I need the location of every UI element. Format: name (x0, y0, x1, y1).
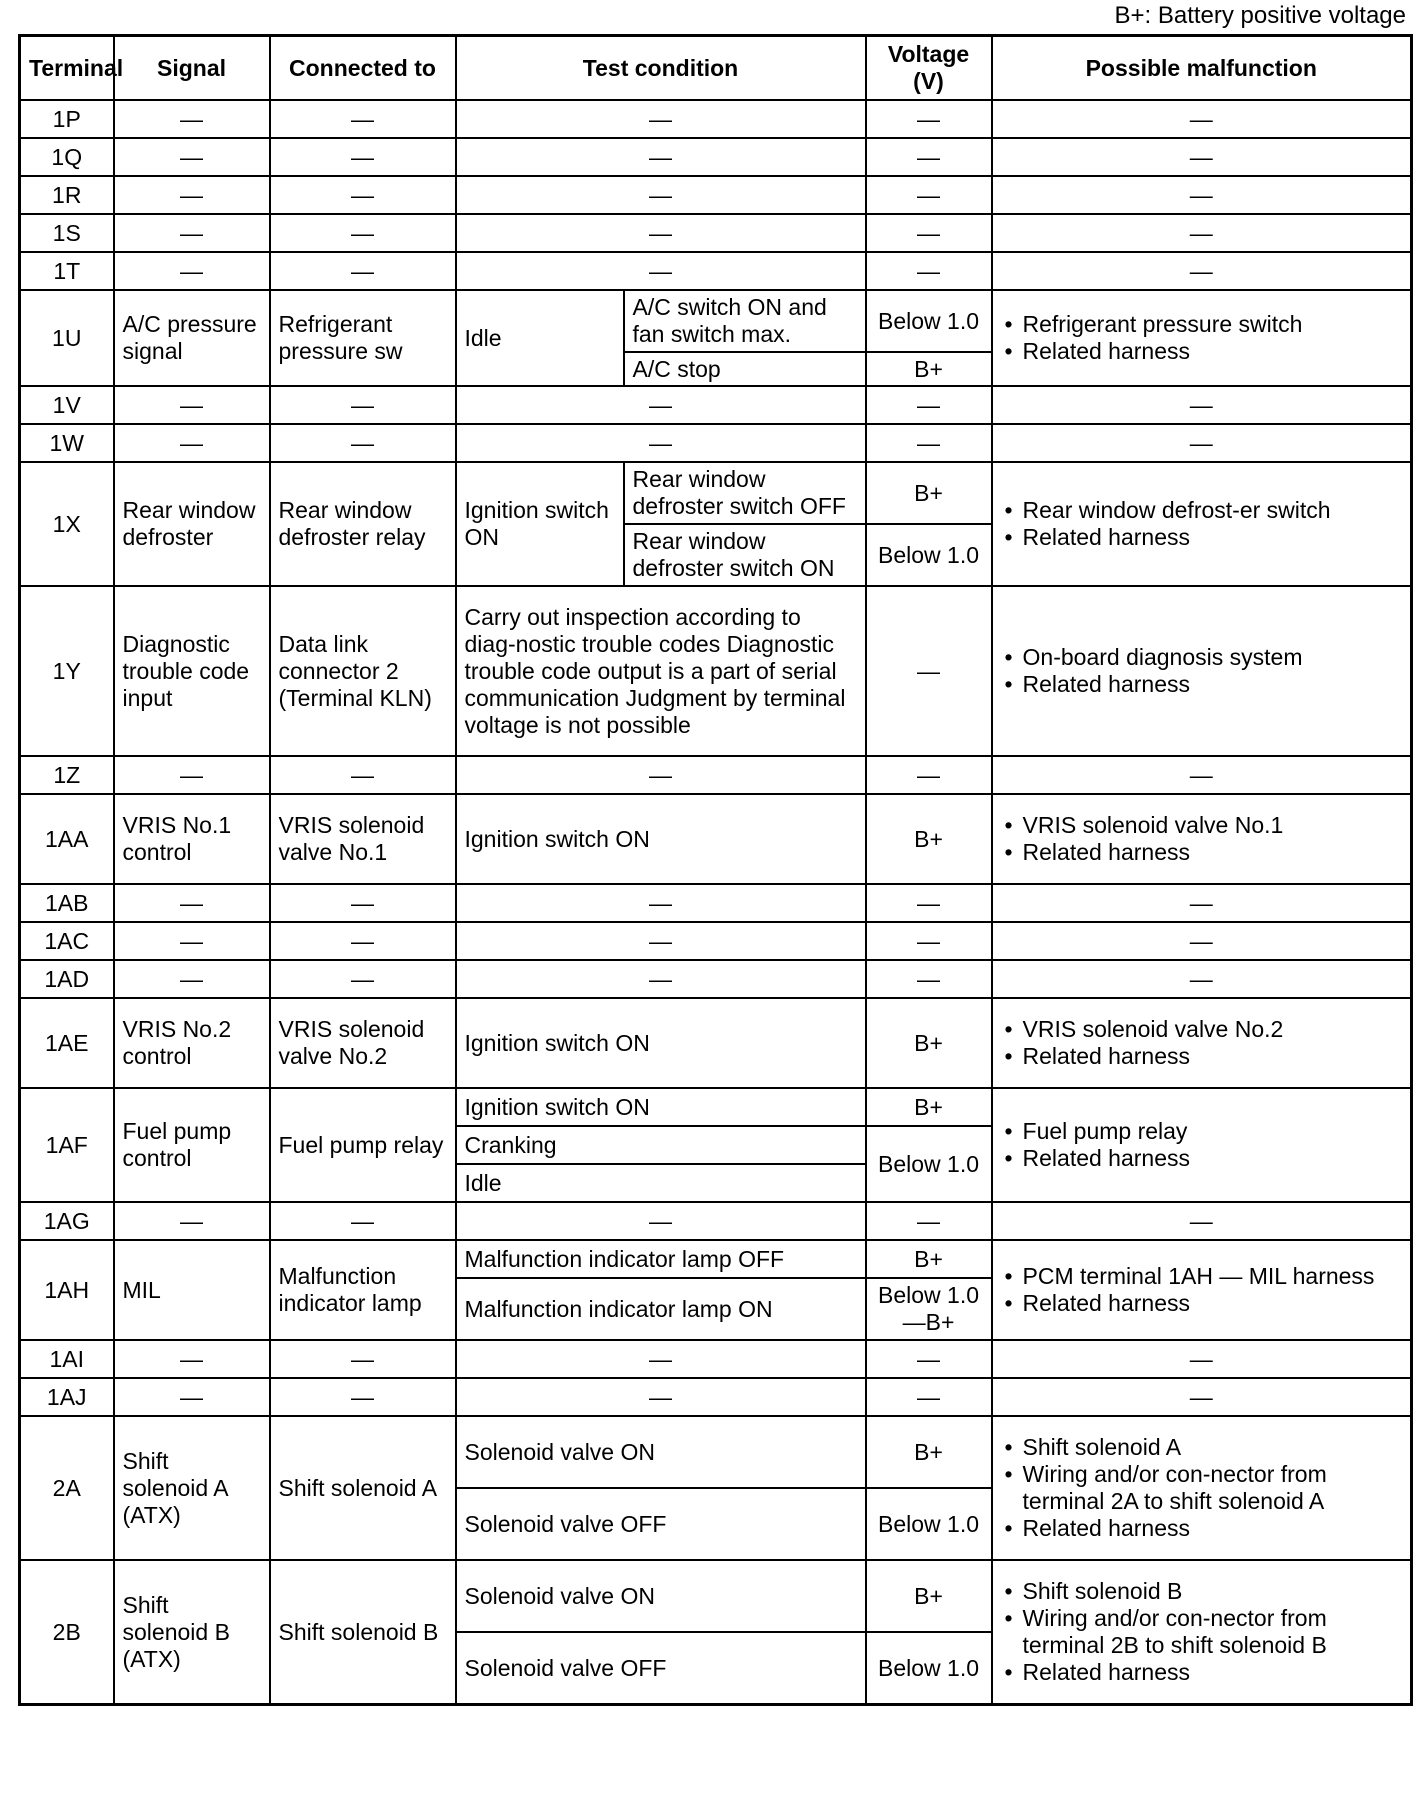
connected-cell: Refrigerant pressure sw (270, 290, 456, 386)
malfunction-cell: — (992, 100, 1412, 138)
condition-cell: Malfunction indicator lamp ON (456, 1278, 866, 1340)
signal-cell: — (114, 884, 270, 922)
connected-cell: — (270, 386, 456, 424)
table-row (20, 138, 1412, 176)
voltage-cell: — (866, 756, 992, 794)
terminal-cell: 1P (20, 100, 114, 138)
malfunction-cell: — (992, 756, 1412, 794)
voltage-cell: Below 1.0 (866, 1488, 992, 1560)
voltage-cell: — (866, 884, 992, 922)
table-row (20, 462, 1412, 524)
malfunction-cell: — (992, 214, 1412, 252)
terminal-cell: 1Z (20, 756, 114, 794)
header-signal: Signal (114, 36, 270, 101)
connected-cell: — (270, 214, 456, 252)
malfunction-item: • Related harness (1001, 338, 1403, 365)
terminal-cell: 1AA (20, 794, 114, 884)
malfunction-item: • Related harness (1001, 1290, 1403, 1317)
signal-cell: Shift solenoid B (ATX) (114, 1560, 270, 1705)
terminal-cell: 1AE (20, 998, 114, 1088)
malfunction-item: • Shift solenoid A (1001, 1434, 1403, 1461)
terminal-cell: 1V (20, 386, 114, 424)
malfunction-cell: — (992, 424, 1412, 462)
voltage-cell: Below 1.0 (866, 1126, 992, 1202)
condition-cell: Idle (456, 290, 624, 386)
malfunction-item: • Related harness (1001, 839, 1403, 866)
voltage-cell: — (866, 424, 992, 462)
malfunction-cell (992, 586, 1412, 756)
malfunction-cell: — (992, 1202, 1412, 1240)
terminal-cell: 1AH (20, 1240, 114, 1340)
sub-condition-cell: A/C stop (624, 352, 866, 386)
voltage-cell: B+ (866, 462, 992, 524)
voltage-cell: — (866, 176, 992, 214)
malfunction-item: • Fuel pump relay (1001, 1118, 1403, 1145)
malfunction-cell: — (992, 884, 1412, 922)
voltage-cell: B+ (866, 1416, 992, 1488)
table-row (20, 998, 1412, 1088)
malfunction-item: • Related harness (1001, 1145, 1403, 1172)
malfunction-item: • Shift solenoid B (1001, 1578, 1403, 1605)
header-row (20, 36, 1412, 101)
connected-cell: Fuel pump relay (270, 1088, 456, 1202)
voltage-cell: — (866, 386, 992, 424)
terminal-cell: 1Y (20, 586, 114, 756)
header-connected-to: Connected to (270, 36, 456, 101)
table-row (20, 884, 1412, 922)
terminal-cell: 1AG (20, 1202, 114, 1240)
signal-cell: Rear window defroster (114, 462, 270, 586)
terminal-cell: 1W (20, 424, 114, 462)
condition-cell: Ignition switch ON (456, 794, 866, 884)
signal-cell: — (114, 214, 270, 252)
legend-note: B+: Battery positive voltage (1114, 2, 1406, 29)
malfunction-item: • Related harness (1001, 1659, 1403, 1686)
signal-cell: — (114, 252, 270, 290)
table-row (20, 252, 1412, 290)
malfunction-cell: — (992, 922, 1412, 960)
condition-cell: — (456, 386, 866, 424)
condition-cell: Solenoid valve ON (456, 1416, 866, 1488)
table-row (20, 1378, 1412, 1416)
terminal-cell: 1S (20, 214, 114, 252)
table-row (20, 214, 1412, 252)
connected-cell: Data link connector 2 (Terminal KLN) (270, 586, 456, 756)
terminal-cell: 1AI (20, 1340, 114, 1378)
voltage-cell: B+ (866, 1560, 992, 1632)
malfunction-cell: — (992, 960, 1412, 998)
condition-cell: Solenoid valve ON (456, 1560, 866, 1632)
condition-cell: Ignition switch ON (456, 1088, 866, 1126)
voltage-cell: — (866, 1378, 992, 1416)
header-voltage: Voltage (V) (866, 36, 992, 101)
malfunction-cell: — (992, 386, 1412, 424)
malfunction-item: • VRIS solenoid valve No.2 (1001, 1016, 1403, 1043)
terminal-cell: 1AJ (20, 1378, 114, 1416)
connected-cell: — (270, 252, 456, 290)
condition-cell: — (456, 1202, 866, 1240)
table-row (20, 794, 1412, 884)
malfunction-cell (992, 1088, 1412, 1202)
terminal-cell: 1X (20, 462, 114, 586)
malfunction-cell (992, 998, 1412, 1088)
condition-cell: — (456, 1340, 866, 1378)
table-row (20, 960, 1412, 998)
voltage-cell: — (866, 960, 992, 998)
condition-cell: — (456, 138, 866, 176)
condition-cell: — (456, 884, 866, 922)
table-row (20, 1088, 1412, 1126)
malfunction-item: • Related harness (1001, 1043, 1403, 1070)
malfunction-item: • Rear window defrost-er switch (1001, 497, 1403, 524)
terminal-cell: 1AF (20, 1088, 114, 1202)
signal-cell: — (114, 756, 270, 794)
malfunction-item: • Refrigerant pressure switch (1001, 311, 1403, 338)
signal-cell: — (114, 1378, 270, 1416)
connected-cell: — (270, 1378, 456, 1416)
condition-cell: Ignition switch ON (456, 462, 624, 586)
signal-cell: — (114, 922, 270, 960)
connected-cell: VRIS solenoid valve No.1 (270, 794, 456, 884)
connected-cell: — (270, 884, 456, 922)
malfunction-cell: — (992, 252, 1412, 290)
condition-cell: — (456, 252, 866, 290)
table-row (20, 586, 1412, 756)
malfunction-cell: — (992, 138, 1412, 176)
connected-cell: — (270, 176, 456, 214)
malfunction-cell (992, 290, 1412, 386)
condition-cell: Idle (456, 1164, 866, 1202)
signal-cell: Diagnostic trouble code input (114, 586, 270, 756)
connected-cell: — (270, 424, 456, 462)
table-row (20, 424, 1412, 462)
connected-cell: VRIS solenoid valve No.2 (270, 998, 456, 1088)
voltage-cell: — (866, 138, 992, 176)
voltage-cell: — (866, 252, 992, 290)
terminal-cell: 1U (20, 290, 114, 386)
connected-cell: Malfunction indicator lamp (270, 1240, 456, 1340)
connected-cell: Rear window defroster relay (270, 462, 456, 586)
signal-cell: — (114, 960, 270, 998)
condition-cell: Carry out inspection according to diag-nostic trouble codes Diagnostic trouble code output is a part of serial communication Judgment by terminal voltage is not possible (456, 586, 866, 756)
voltage-cell: Below 1.0 (866, 290, 992, 352)
signal-cell: Fuel pump control (114, 1088, 270, 1202)
signal-cell: MIL (114, 1240, 270, 1340)
voltage-cell: B+ (866, 1088, 992, 1126)
terminal-cell: 1AD (20, 960, 114, 998)
malfunction-cell (992, 794, 1412, 884)
voltage-cell: B+ (866, 998, 992, 1088)
header-possible-malfunction: Possible malfunction (992, 36, 1412, 101)
voltage-cell: Below 1.0—B+ (866, 1278, 992, 1340)
malfunction-item: • Related harness (1001, 1515, 1403, 1542)
malfunction-cell: — (992, 1340, 1412, 1378)
condition-cell: Solenoid valve OFF (456, 1632, 866, 1705)
malfunction-item: • On-board diagnosis system (1001, 644, 1403, 671)
signal-cell: Shift solenoid A (ATX) (114, 1416, 270, 1560)
terminal-cell: 1AC (20, 922, 114, 960)
malfunction-cell (992, 1560, 1412, 1705)
signal-cell: — (114, 100, 270, 138)
condition-cell: Ignition switch ON (456, 998, 866, 1088)
voltage-cell: B+ (866, 794, 992, 884)
table-row (20, 1560, 1412, 1632)
table-row (20, 1202, 1412, 1240)
table-row (20, 922, 1412, 960)
terminal-cell: 1T (20, 252, 114, 290)
signal-cell: — (114, 1340, 270, 1378)
signal-cell: VRIS No.1 control (114, 794, 270, 884)
malfunction-item: • Wiring and/or con-nector from terminal 2A to shift solenoid A (1001, 1461, 1403, 1515)
malfunction-cell (992, 1416, 1412, 1560)
signal-cell: A/C pressure signal (114, 290, 270, 386)
signal-cell: — (114, 176, 270, 214)
table-row (20, 290, 1412, 352)
condition-cell: — (456, 424, 866, 462)
condition-cell: — (456, 922, 866, 960)
malfunction-item: • Related harness (1001, 671, 1403, 698)
terminal-table (18, 34, 1413, 1706)
connected-cell: Shift solenoid B (270, 1560, 456, 1705)
connected-cell: — (270, 1340, 456, 1378)
terminal-cell: 1AB (20, 884, 114, 922)
table-row (20, 1416, 1412, 1488)
connected-cell: — (270, 1202, 456, 1240)
connected-cell: Shift solenoid A (270, 1416, 456, 1560)
terminal-cell: 1R (20, 176, 114, 214)
signal-cell: — (114, 386, 270, 424)
sub-condition-cell: Rear window defroster switch OFF (624, 462, 866, 524)
malfunction-cell: — (992, 176, 1412, 214)
condition-cell: — (456, 100, 866, 138)
connected-cell: — (270, 960, 456, 998)
condition-cell: Solenoid valve OFF (456, 1488, 866, 1560)
table-row (20, 100, 1412, 138)
condition-cell: Malfunction indicator lamp OFF (456, 1240, 866, 1278)
sub-condition-cell: Rear window defroster switch ON (624, 524, 866, 586)
signal-cell: — (114, 424, 270, 462)
signal-cell: VRIS No.2 control (114, 998, 270, 1088)
table-row (20, 1340, 1412, 1378)
voltage-cell: — (866, 922, 992, 960)
connected-cell: — (270, 100, 456, 138)
terminal-cell: 1Q (20, 138, 114, 176)
voltage-cell: — (866, 100, 992, 138)
malfunction-item: • Wiring and/or con-nector from terminal 2B to shift solenoid B (1001, 1605, 1403, 1659)
signal-cell: — (114, 138, 270, 176)
malfunction-item: • Related harness (1001, 524, 1403, 551)
condition-cell: — (456, 176, 866, 214)
condition-cell: — (456, 960, 866, 998)
table-row (20, 386, 1412, 424)
malfunction-item: • PCM terminal 1AH — MIL harness (1001, 1263, 1403, 1290)
connected-cell: — (270, 756, 456, 794)
voltage-cell: Below 1.0 (866, 524, 992, 586)
terminal-cell: 2B (20, 1560, 114, 1705)
connected-cell: — (270, 138, 456, 176)
voltage-cell: B+ (866, 352, 992, 386)
header-terminal: Terminal (20, 36, 114, 101)
condition-cell: — (456, 214, 866, 252)
voltage-cell: — (866, 1340, 992, 1378)
table-row (20, 756, 1412, 794)
malfunction-cell: — (992, 1378, 1412, 1416)
malfunction-cell (992, 1240, 1412, 1340)
condition-cell: — (456, 756, 866, 794)
sub-condition-cell: A/C switch ON and fan switch max. (624, 290, 866, 352)
connected-cell: — (270, 922, 456, 960)
voltage-cell: B+ (866, 1240, 992, 1278)
condition-cell: Cranking (456, 1126, 866, 1164)
voltage-cell: — (866, 586, 992, 756)
malfunction-cell (992, 462, 1412, 586)
voltage-cell: — (866, 214, 992, 252)
terminal-cell: 2A (20, 1416, 114, 1560)
header-test-condition: Test condition (456, 36, 866, 101)
table-row (20, 1240, 1412, 1278)
table-row (20, 176, 1412, 214)
malfunction-item: • VRIS solenoid valve No.1 (1001, 812, 1403, 839)
voltage-cell: — (866, 1202, 992, 1240)
signal-cell: — (114, 1202, 270, 1240)
voltage-cell: Below 1.0 (866, 1632, 992, 1705)
condition-cell: — (456, 1378, 866, 1416)
